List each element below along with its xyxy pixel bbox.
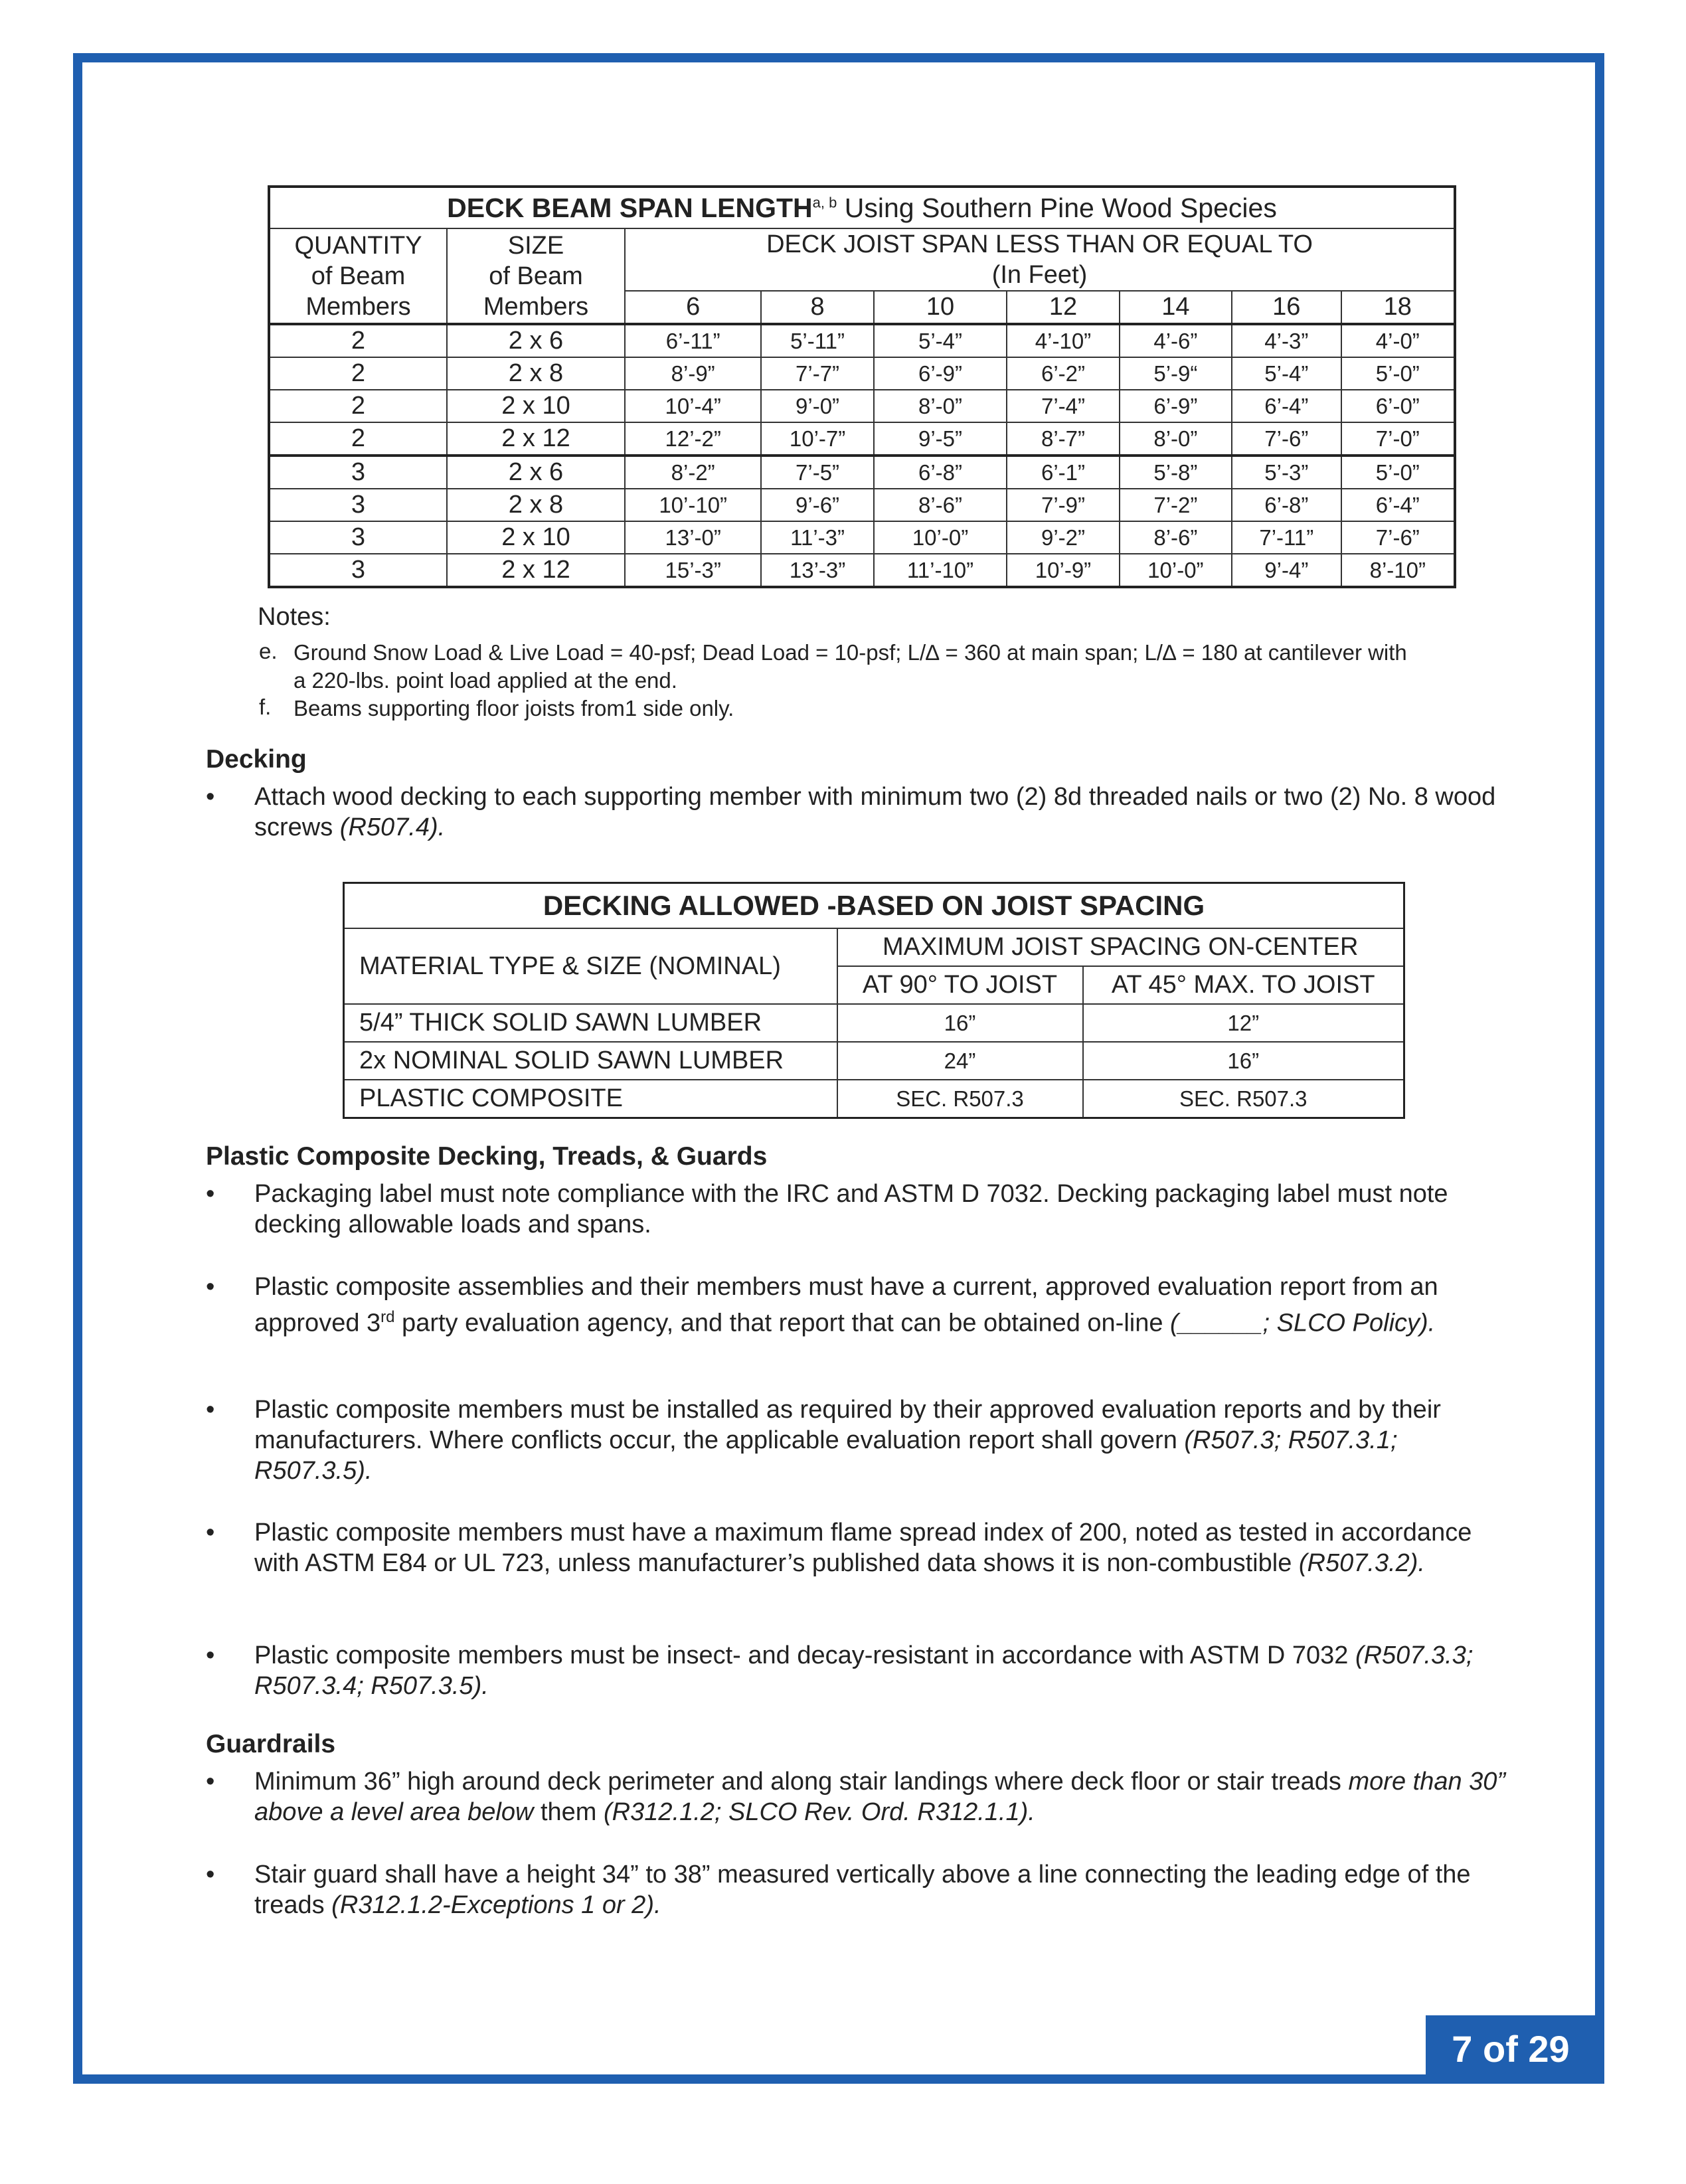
span-value-cell: 10’-10” [625,489,761,521]
span-column-header: 10 [874,291,1007,324]
at-90-cell: 24” [837,1042,1083,1080]
plastic-bullet-5: • Plastic composite members must be insect- and decay-resistant in accordance with ASTM D 7032 (R507.3.3; R507.3.4; R507.3.5). [206,1641,1474,1700]
span-value-cell: 9’-4” [1232,554,1341,587]
at-90-header: AT 90° TO JOIST [837,966,1083,1004]
at-45-header: AT 45° MAX. TO JOIST [1083,966,1404,1004]
span-value-cell: 8’-6” [1120,521,1232,554]
decking-bullet: • Attach wood decking to each supporting member with minimum two (2) 8d threaded nails or two (2) No. 8 wood screws (R507.4). [206,783,1496,841]
span-value-cell: 5’-3” [1232,456,1341,489]
quantity-cell: 3 [269,554,447,587]
decking-allowed-table [343,882,1405,1119]
span-value-cell: 6’-9” [1120,390,1232,422]
size-cell: 2 x 8 [447,489,625,521]
span-value-cell: 5’-8” [1120,456,1232,489]
quantity-cell: 3 [269,456,447,489]
size-cell: 2 x 6 [447,456,625,489]
span-header: DECK JOIST SPAN LESS THAN OR EQUAL TO (In Feet) [625,228,1455,291]
quantity-cell: 2 [269,357,447,390]
plastic-bullet-2: • Plastic composite assemblies and their members must have a current, approved evaluation report from an approved 3rd party evaluation agency, and that report that can be obtained on-line (______; SLCO Policy). [206,1273,1438,1337]
material-cell: 5/4” THICK SOLID SAWN LUMBER [344,1004,837,1042]
quantity-cell: 3 [269,489,447,521]
span-value-cell: 7’-11” [1232,521,1341,554]
size-cell: 2 x 10 [447,390,625,422]
quantity-cell: 2 [269,324,447,357]
quantity-cell: 2 [269,390,447,422]
decking-heading: Decking [206,745,307,774]
span-column-header: 6 [625,291,761,324]
span-value-cell: 9’-5” [874,422,1007,456]
span-value-cell: 7’-6” [1341,521,1455,554]
span-value-cell: 6’-9” [874,357,1007,390]
span-column-header: 8 [761,291,873,324]
table-row [269,521,1455,554]
span-value-cell: 8’-0” [1120,422,1232,456]
material-cell: 2x NOMINAL SOLID SAWN LUMBER [344,1042,837,1080]
span-value-cell: 4’-3” [1232,324,1341,357]
size-cell: 2 x 12 [447,554,625,587]
table-row [269,357,1455,390]
span-value-cell: 5’-0” [1341,456,1455,489]
size-header: SIZE of Beam Members [447,228,625,324]
table-row [344,1080,1404,1118]
span-value-cell: 4’-10” [1007,324,1119,357]
guardrails-bullet-2: • Stair guard shall have a height 34” to 38” measured vertically above a line connecting the leading edge of the treads (R312.1.2-Exceptions 1 or 2). [206,1861,1471,1919]
beam-rows [269,324,1455,587]
span-value-cell: 10’-9” [1007,554,1119,587]
guardrails-bullet-1: • Minimum 36” high around deck perimeter and along stair landings where deck floor or stair treads more than 30” above a level area below them (R312.1.2; SLCO Rev. Ord. R312.1.1). [206,1768,1506,1826]
span-value-cell: 4’-6” [1120,324,1232,357]
span-value-cell: 10’-4” [625,390,761,422]
span-value-cell: 5’-9“ [1120,357,1232,390]
table-row [269,456,1455,489]
table-row [269,489,1455,521]
table-row [344,1042,1404,1080]
table-row [344,1004,1404,1042]
span-value-cell: 6’-0” [1341,390,1455,422]
at-45-cell: SEC. R507.3 [1083,1080,1404,1118]
span-value-cell: 7’-7” [761,357,873,390]
span-value-cell: 9’-0” [761,390,873,422]
beam-table-title: DECK BEAM SPAN LENGTH$^{a, b}$ Using Southern Pine Wood Species [269,187,1455,228]
plastic-bullet-4: • Plastic composite members must have a maximum flame spread index of 200, noted as tested in accordance with ASTM E84 or UL 723, unless manufacturer’s published data shows it is non-combustible (R507.3.2). [206,1519,1472,1577]
page-number-badge: 7 of 29 [1426,2015,1596,2082]
span-column-header: 14 [1120,291,1232,324]
size-cell: 2 x 12 [447,422,625,456]
span-value-cell: 4’-0” [1341,324,1455,357]
table-row [269,554,1455,587]
span-value-cell: 6’-4” [1341,489,1455,521]
size-cell: 2 x 8 [447,357,625,390]
span-value-cell: 9’-6” [761,489,873,521]
span-value-cell: 10’-7” [761,422,873,456]
span-value-cell: 7’-5” [761,456,873,489]
span-value-cell: 11’-10” [874,554,1007,587]
plastic-bullet-3: • Plastic composite members must be installed as required by their approved evaluation reports and by their manufacturers. Where conflicts occur, the applicable evaluation report shall govern (R507.3; R507.3.1; R507.3.5). [206,1396,1441,1485]
decking-table-title: DECKING ALLOWED -BASED ON JOIST SPACING [344,883,1404,929]
beam-span-table [268,185,1456,588]
at-90-cell: SEC. R507.3 [837,1080,1083,1118]
span-value-cell: 8’-7” [1007,422,1119,456]
span-value-cell: 9’-2” [1007,521,1119,554]
span-value-cell: 8’-9” [625,357,761,390]
span-value-cell: 10’-0” [874,521,1007,554]
quantity-header: QUANTITY of Beam Members [269,228,447,324]
span-value-cell: 12’-2” [625,422,761,456]
span-column-header: 12 [1007,291,1119,324]
quantity-cell: 2 [269,422,447,456]
span-value-cell: 8’-2” [625,456,761,489]
span-value-cell: 6’-8” [874,456,1007,489]
span-value-cell: 7’-9” [1007,489,1119,521]
table-row [269,324,1455,357]
span-value-cell: 5’-4” [874,324,1007,357]
size-cell: 2 x 10 [447,521,625,554]
span-value-cell: 7’-2” [1120,489,1232,521]
span-value-cell: 6’-2” [1007,357,1119,390]
span-value-cell: 6’-11” [625,324,761,357]
span-value-cell: 6’-8” [1232,489,1341,521]
span-column-header: 16 [1232,291,1341,324]
span-value-cell: 5’-0” [1341,357,1455,390]
span-value-cell: 7’-0” [1341,422,1455,456]
span-value-cell: 7’-4” [1007,390,1119,422]
span-value-cell: 5’-4” [1232,357,1341,390]
span-value-cell: 7’-6” [1232,422,1341,456]
spacing-header: MAXIMUM JOIST SPACING ON-CENTER [837,928,1404,966]
plastic-heading: Plastic Composite Decking, Treads, & Guards [206,1142,768,1171]
at-90-cell: 16” [837,1004,1083,1042]
size-cell: 2 x 6 [447,324,625,357]
span-value-cell: 13’-3” [761,554,873,587]
span-value-cell: 8’-10” [1341,554,1455,587]
span-value-cell: 8’-6” [874,489,1007,521]
material-cell: PLASTIC COMPOSITE [344,1080,837,1118]
span-value-cell: 11’-3” [761,521,873,554]
at-45-cell: 16” [1083,1042,1404,1080]
guardrails-heading: Guardrails [206,1730,336,1758]
span-value-cell: 5’-11” [761,324,873,357]
material-header: MATERIAL TYPE & SIZE (NOMINAL) [344,928,837,1004]
span-value-cell: 6’-4” [1232,390,1341,422]
plastic-bullet-1: • Packaging label must note compliance with the IRC and ASTM D 7032. Decking packaging label must note decking allowable loads and spans. [206,1180,1448,1238]
span-value-cell: 6’-1” [1007,456,1119,489]
notes-heading: Notes: [258,603,331,631]
quantity-cell: 3 [269,521,447,554]
table-row [269,390,1455,422]
table-row [269,422,1455,456]
span-value-cell: 13’-0” [625,521,761,554]
span-column-header: 18 [1341,291,1455,324]
span-value-cell: 10’-0” [1120,554,1232,587]
at-45-cell: 12” [1083,1004,1404,1042]
span-value-cell: 8’-0” [874,390,1007,422]
span-value-cell: 15’-3” [625,554,761,587]
